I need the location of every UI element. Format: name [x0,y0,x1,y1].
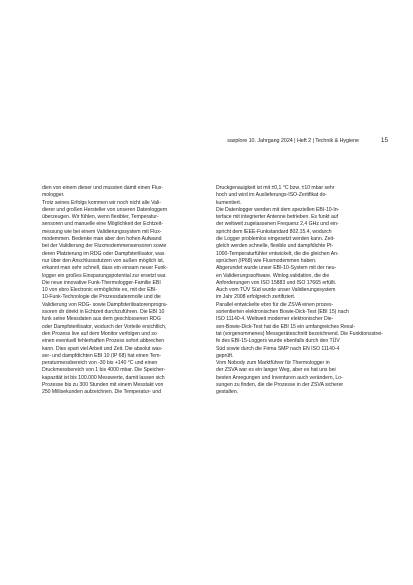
text-line: Validierung von RDG- sowie Dampfsterilisatorenprogra- [42,301,168,308]
text-line: kumentiert. [216,199,242,206]
text-line: einen eventuell fehlerhaften Prozess sofort abbrechen [42,338,165,345]
text-line: 10 von ebro Electronic ermöglichte es, mit der EBI- [42,287,157,294]
text-line: im Jahr 2008 erfolgreich zertifiziert. [216,294,296,301]
running-header [0,137,413,151]
text-line: dierer und großen Hersteller von unseren Datenloggern [42,206,168,213]
text-line: oder Dampfsterilisator, wodurch der Vorteile ersichtlich, [42,323,167,330]
text-line: 1000-Temperaturfühler entwickelt, die die gleichen An- [216,250,339,257]
text-line: spricht dem IEEE-Funkstandard 802.15.4, wodurch [216,228,332,235]
text-line: 250 Millisekunden aufzeichnen. Die Temperatur- und [42,389,161,396]
text-line: Trotz seines Erfolgs kommen wir noch nicht alle Vali- [42,199,161,206]
text-line: Vom Nobody zum Marktführer für Thermologger in [216,360,330,367]
text-line: Prozesse bis zu 300 Stunden mit einem Messtakt von [42,382,164,389]
text-line: tat (vorgenommenes) Messgeräteschnitt bezeichnend. Die Funktionsstrei- [216,330,383,337]
text-line: geprüft. [216,352,234,359]
text-line: dien von einem dieser und mussten damit einen Flux- [42,185,163,191]
left-text-column [42,185,191,397]
page-number: 15 [380,137,388,144]
text-line: Abgerundet wurde unser EBI-10-System mit der neu- [216,265,337,272]
text-line: modemmen. Bedenke man aber den hohen Aufwand [42,236,162,243]
text-line: terface mit integrierter Antenne betrieben. Es funkt auf [216,214,339,221]
text-line: nur über den Anschlussstutzen von außen möglich ist, [42,257,165,264]
text-line: Auch vom TÜV Süd wurde unser Validierungssystem [216,287,336,294]
text-line: ser- und dampfdichten EBI 10 (IP 68) hat einen Tem- [42,352,162,359]
text-line: Parallel entwickelte ebro für die ZSVA einen prozes- [216,301,334,308]
text-line: kapazität ist bis 100.000 Messwerte, damit lassen sich [42,374,165,381]
text-line: Druckmessbereich von 1 bis 4000 mbar. Die Speicher- [42,367,166,374]
text-line: der weltweit zugelassenen Frequenz 2,4 GHz und ein- [216,221,339,228]
running-title: saxplore 10. Jahrgang 2024 | Heft 2 | Technik & Hygiene [227,138,359,144]
text-line: sorientierten elektronischen Bowie-Dick-Test (EBI 15) nach [216,309,349,316]
text-line: en Validierungssoftware. Winlog.validation, die die [216,272,330,279]
text-line: sungen zu finden, die die Prozesse in der ZSVA sicherer [216,382,344,389]
text-line: überzeugen. Wir fühlen, wenn flexibler, Temperatur- [42,214,159,221]
text-line: ssoren dir direkt in Echtzeit durchzuführen. Die EBI 10 [42,309,165,316]
text-line: mologger. [42,192,65,199]
text-line: sprüchen (IP68) wie Fluxmodemmen haben. [216,257,317,264]
text-line: die Logger problemlos eingesetzt werden kann. Zeit- [216,236,335,243]
text-line: Die neue innovative Funk-Thermologger-Familie EBI [42,279,161,286]
text-line: sensoren und manuelle eine Möglichkeit der Echtzeit- [42,221,163,228]
text-line: messung wie bei einem Validierungssystem mit Flux- [42,228,162,235]
text-line: ISO 11140-4. Weltweit moderner elektronischer Die- [216,316,334,323]
text-line: peraturmessbereich von -30 bis +140 °C und einen [42,360,158,367]
text-line: Druckgenauigkeit ist mit ±0,1 °C bzw. ±10 mbar sehr [216,185,335,191]
text-line: fe des EBI-15-Loggers wurde ebenfalls durch den TÜV [216,338,340,345]
text-line: logger ein großes Einsparungspotential zur ersetzt war. [42,272,167,279]
text-line: deren Platzierung im RDG oder Dampfsterilisator, was [42,250,165,257]
text-line: gleich werden schnelle, flexible und dampfdichte Pt- [216,243,334,250]
text-line: bei der Validierung der Fluxmodemmensensoren sowie [42,243,167,250]
text-line: Die Datenlogger werden mit dem speziellen EBI-10-In- [216,206,340,213]
text-line: Anforderungen von ISO 15883 und ISO 17665 erfüllt. [216,279,337,286]
text-line: sen-Bowie-Dick-Test hat die EBI 15 ein umfangreiches Resul- [216,323,356,330]
text-line: der ZSVA war es ein langer Weg, aber es hat uns bei [216,367,336,374]
text-line: Süd sowie durch die Firma SMP nach EN ISO 11140-4 [216,345,340,352]
text-line: besten Anregungen und Inventuren auch verändern, Lo- [216,374,343,381]
text-line: funk seine Messdaten aus dem geschlossenen RDG [42,316,161,323]
text-line: hoch und wird im Auslieferungs-ISO-Zertifikat do- [216,192,328,199]
text-line: kann. Dies spart viel Arbeit und Zeit. Die absolut was- [42,345,163,352]
text-line: erkannt man sehr schnell, dass ein einsam neuer Funk- [42,265,168,272]
text-line: 10-Funk-Technologie die Prozessdatenmolle und die [42,294,161,301]
right-text-column [216,185,383,397]
text-line: den Prozess live auf dem Monitor verfolgen und so [42,330,157,337]
text-line: gestalten. [216,389,239,396]
